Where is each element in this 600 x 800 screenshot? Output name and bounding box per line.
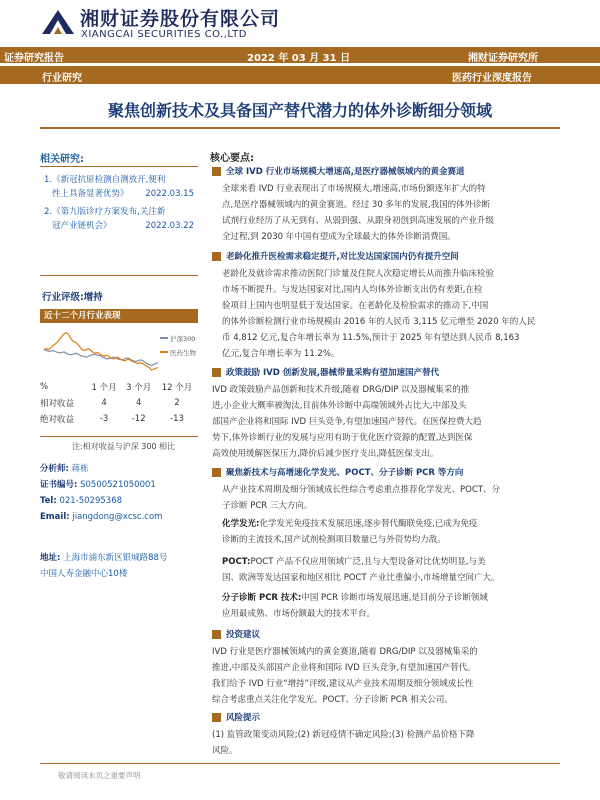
table-cell: -12 [131, 414, 146, 424]
email-label: Email: [40, 512, 70, 522]
report-date: 2022 年 03 月 31 日 [247, 53, 351, 64]
topic-chemiluminescence: 化学发光:化学发光免疫技术发展迅速,逐步替代酶联免疫,已成为免疫 诊断的主流技术,国产试剂检测项目数量已与外资势均力敌。 [222, 519, 478, 545]
report-series: 医药行业深度报告 [452, 73, 532, 84]
core-heading: 核心要点: [210, 153, 254, 164]
address-block [40, 550, 167, 582]
returns-header: % [40, 382, 49, 392]
related-list [44, 173, 194, 233]
related-item-title-cont: 冠产业链机会》 [52, 221, 112, 231]
section-title: 政策鼓励 IVD 创新发展,器械带量采购有望加速国产替代 [212, 366, 439, 378]
company-logo-icon [40, 8, 76, 38]
related-divider [40, 166, 198, 167]
bullet-square-icon [212, 468, 221, 477]
email-link[interactable]: jiangdong@xcsc.com [72, 512, 163, 522]
table-cell: -3 [99, 414, 109, 424]
table-cell: 4 [135, 398, 142, 408]
tel-number: 021-50295368 [59, 496, 123, 506]
cert-number: S0500521050001 [80, 480, 156, 490]
table-cell: 4 [101, 398, 107, 408]
bullet-square-icon [212, 167, 221, 176]
title-divider [40, 127, 560, 129]
performance-chart [40, 325, 198, 377]
section-body: 全球来看 IVD 行业表现出了市场规模大,增速高,市场份额逐年扩大的特 点,是医疗器械领域内的黄金赛道。经过 30 多年的发展,我国的体外诊断 试剂行业经历了从无到有、从弱到强、从跟身初创到高速发展的产业升级 全过程,到 2030 年中国有望成为全球最大的体外诊断消费国。 [222, 184, 495, 242]
footer-disclaimer: 敬请阅读末页之重要声明 [58, 771, 141, 780]
related-heading: 相关研究: [40, 154, 84, 165]
related-item-title: 1.《新冠抗原检测自测放开,便利 [44, 175, 166, 185]
tel-label: Tel: [40, 496, 57, 506]
section-title: 老龄化推升医检需求稳定提升,对比发达国家国内仍有提升空间 [212, 250, 459, 262]
legend-label: 医药生物 [170, 349, 196, 357]
section-body: 老龄化及就诊需求推动医院门诊量及住院人次稳定增长从而推升临床检验 市场不断提升。与发达国家对比,国内人均体外诊断支出仍有差距,在检 验项目上国内也明显低于发达国家。在老龄化及检验需求的推动下,中国 的体外诊断检测行业市场规模由 2016 年的人民币 3,115 亿元增至 2020 年的人民 币 4,812 亿元,复合年增长率为 11.5%,预计于 2025 年有望达到人民币 8,163 亿元,复合年增长率为 11.2%。 [222, 269, 536, 359]
row-label: 相对收益 [40, 399, 75, 409]
analyst-label: 分析师: [40, 464, 69, 474]
page-title: 聚焦创新技术及具备国产替代潜力的体外诊断细分领域 [107, 101, 492, 120]
section-body: IVD 政策鼓励产品创新和技术升级,随着 DRG/DIP 以及器械集采的推 进,小企业大概率被淘汰,目前体外诊断中高端领域外占比大,中部及头 部国产企业将和国际 IVD 巨头竞争,有望加速国产替代。在医保控费大趋 势下,体外诊断行业的发展与应用有助于优化医疗资源的配置,达到医保 高效使用缓解医保压力,降价后减少医疗支出,降低医保支出。 [212, 385, 482, 459]
company-name-cn: 湘财证券股份有限公司 [80, 8, 281, 30]
header-bar-bottom [0, 66, 600, 84]
company-name-en: XIANGCAI SECURITIES CO.,LTD [81, 29, 247, 40]
institute: 湘财证券研究所 [468, 53, 538, 64]
performance-title: 近十二个月行业表现 [40, 309, 198, 323]
related-item[interactable] [44, 205, 194, 233]
related-item[interactable] [44, 173, 194, 201]
related-item-date: 2022.03.15 [145, 189, 194, 199]
bullet-square-icon [212, 713, 221, 722]
risk-body: (1) 监管政策变动风险;(2) 新冠疫情不确定风险;(3) 检测产品价格下降 风险。 [212, 730, 475, 756]
risk-title: 风险提示 [212, 711, 260, 723]
topic-poct: POCT:POCT 产品不仅应用领域广泛,且与大型设备对比优势明显,与美 国、欧洲等发达国家和地区相比 POCT 产业比重偏小,市场增量空间广大。 [222, 557, 500, 583]
legend-label: 沪深300 [170, 335, 196, 343]
related-item-title-cont: 性上具备显著优势》 [52, 189, 129, 199]
related-item-title: 2.《第九版诊疗方案发布,关注新 [44, 207, 166, 217]
footer-divider [40, 763, 560, 764]
returns-header: 3 个月 [126, 383, 152, 393]
table-row [40, 395, 198, 411]
returns-header: 1 个月 [91, 383, 117, 393]
topic-pcr: 分子诊断 PCR 技术:中国 PCR 诊断市场发展迅速,是目前分子诊断领域 应用最成熟、市场份额最大的技术平台。 [222, 593, 488, 619]
table-divider [40, 436, 198, 437]
report-type: 证券研究报告 [4, 53, 64, 64]
row-label: 绝对收益 [40, 415, 75, 425]
address-line: 中国人寿金融中心10楼 [40, 569, 128, 579]
table-cell: 2 [174, 398, 180, 408]
investment-body: IVD 行业是医疗器械领域内的黄金赛道,随着 DRG/DIP 以及器械集采的 推进,中部及头部国产企业将和国际 IVD 巨头竞争,有望加速国产替代。 我们给予 IVD 行业“增持”评级,建议从产业技术周期及细分领域成长性 综合考虑重点关注化学发光、POCT、分子诊断 PCR 相关公司。 [212, 647, 478, 705]
category: 行业研究 [42, 73, 82, 84]
bullet-square-icon [212, 630, 221, 639]
table-row [40, 411, 198, 427]
table-cell: -13 [170, 414, 184, 424]
investment-title: 投资建议 [212, 628, 260, 640]
address-label: 地址: [40, 553, 61, 563]
returns-header: 12 个月 [161, 383, 193, 393]
analyst-name: 蒋栋 [71, 464, 89, 474]
returns-note: 注:相对收益与沪深 300 相比 [72, 442, 176, 451]
bullet-square-icon [212, 252, 221, 261]
series-line-pharma [44, 333, 158, 371]
returns-table [40, 379, 198, 427]
rating-divider [40, 275, 198, 276]
industry-rating: 行业评级:增持 [42, 292, 103, 303]
returns-header-row [40, 379, 198, 395]
address-line: 上海市浦东新区银城路88号 [63, 553, 168, 563]
related-item-date: 2022.03.22 [145, 221, 194, 231]
section-body: 从产业技术周期及细分领域成长性综合考虑重点推荐化学发光、POCT、分 子诊断 PCR 三大方向。 [222, 485, 500, 511]
section-title: 聚焦新技术与高增速化学发光、POCT、分子诊断 PCR 等方向 [212, 466, 463, 478]
bullet-square-icon [212, 368, 221, 377]
analyst-block [40, 461, 162, 525]
section-title: 全球 IVD 行业市场规模大增速高,是医疗器械领域内的黄金赛道 [212, 165, 464, 177]
header-bar-top [0, 47, 600, 63]
cert-label: 证书编号: [40, 480, 78, 490]
